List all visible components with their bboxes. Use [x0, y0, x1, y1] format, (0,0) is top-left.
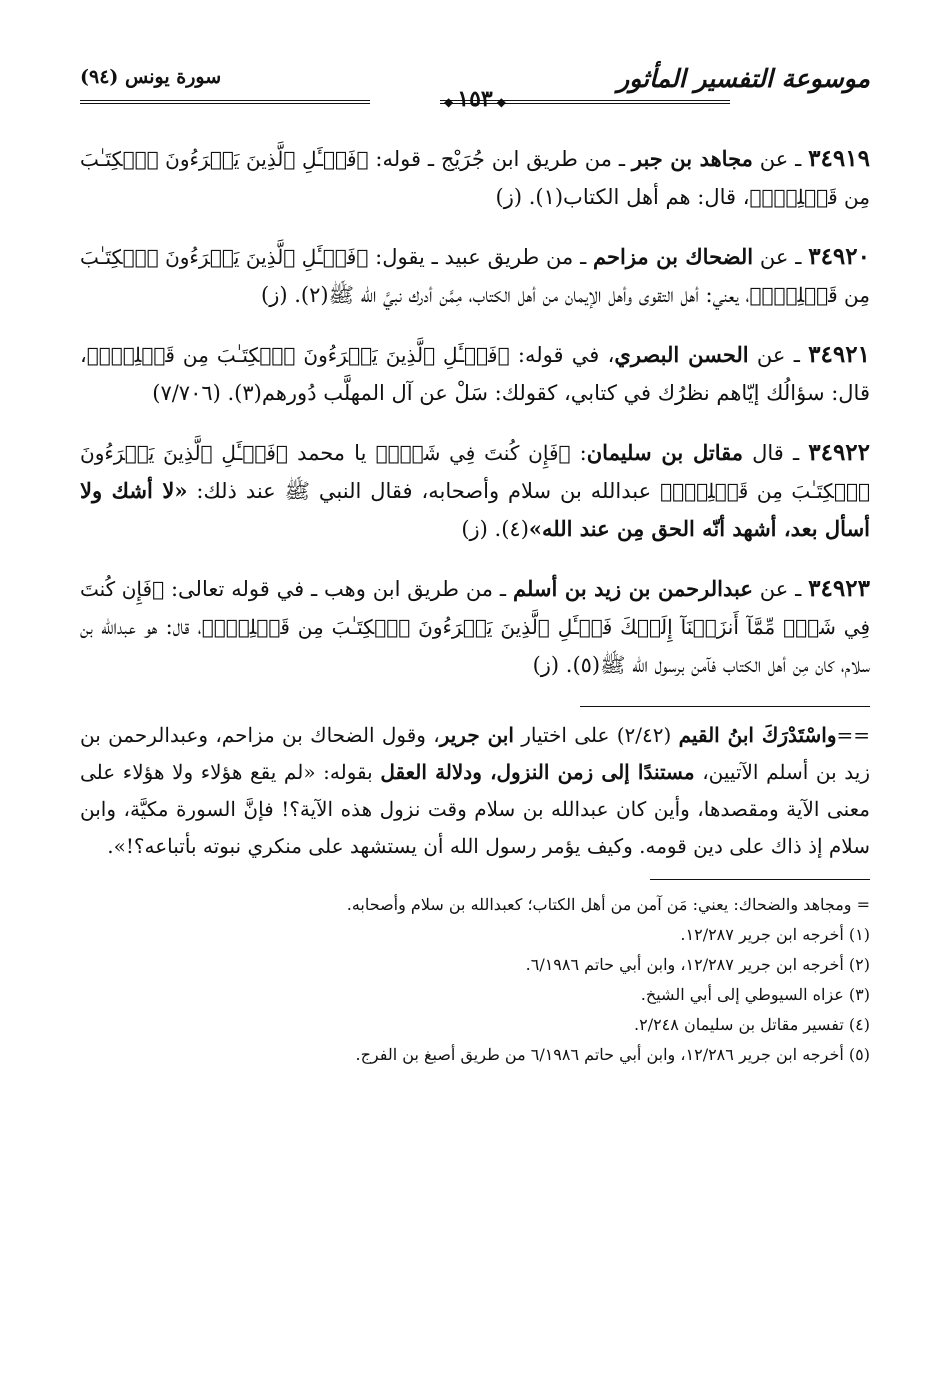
entry-from: عن	[756, 343, 786, 367]
commentary-text: مستندًا إلى زمن النزول، ودلالة العقل	[380, 760, 695, 784]
main-content	[80, 140, 870, 1070]
narrator-name: مجاهد بن جبر	[631, 146, 753, 171]
narration-entry	[80, 570, 870, 684]
commentary-text: واسْتَدْرَكَ ابنُ القيم	[678, 723, 837, 747]
book-title: موسوعة التفسير المأثور	[617, 64, 870, 93]
entry-text: يا محمد	[297, 441, 367, 465]
footnote-separator	[580, 706, 870, 707]
narrator-name: الحسن البصري	[614, 342, 749, 367]
narrator-name: عبدالرحمن بن زيد بن أسلم	[512, 576, 753, 601]
entry-text: عبدالله بن سلام وأصحابه، فقال النبي ﷺ عند ذلك:	[196, 479, 652, 503]
narrator-name: الضحاك بن مزاحم	[593, 244, 754, 269]
surah-label: سورة يونس (٩٤)	[80, 66, 222, 88]
entry-dash: ـ	[792, 441, 800, 465]
footnote-line: (١) أخرجه ابن جرير ١٢/٢٨٧.	[680, 925, 870, 944]
entry-from: قال	[752, 441, 784, 465]
narration-entry	[80, 434, 870, 548]
entry-text: ـ من طريق عبيد ـ يقول:	[375, 245, 587, 269]
entry-from: عن	[759, 147, 789, 171]
ornament-icon: ◆	[444, 95, 454, 109]
entry-text: ، في قوله:	[517, 343, 615, 367]
header-rule-left	[80, 100, 370, 104]
quran-quote: ﴿فَسۡـَٔلِ ٱلَّذِينَ يَقۡرَءُونَ ٱلۡكِتَـٰبَ مِن قَبۡلِكَۚ﴾	[80, 245, 870, 307]
quran-quote: ﴿فَإِن كُنتَ فِي شَكّٖ﴾	[375, 441, 571, 465]
entry-text: ، قال: هم أهل الكتاب(١). (ز)	[495, 185, 750, 209]
commentary-text: ، وقول الضحاك بن مزاحم، وعبدالرحمن بن زيد بن أسلم الآتيين،	[80, 723, 871, 784]
footnote-line: (٤) تفسير مقاتل بن سليمان ٢/٢٤٨.	[634, 1015, 870, 1034]
entry-text: ، قال: هو عبدالله بن سلام، كان مِن أهل الكتاب فآمن برسول الله ﷺ(٥). (ز)	[80, 615, 870, 677]
entry-from: عن	[759, 577, 789, 601]
entry-number: ٣٤٩٢١	[808, 341, 870, 368]
footnote-separator	[650, 879, 870, 880]
entry-dash: ـ	[795, 577, 802, 601]
footnote-line: (٢) أخرجه ابن جرير ١٢/٢٨٧، وابن أبي حاتم ٦/١٩٨٦.	[525, 955, 870, 974]
quran-quote: ﴿فَسۡـَٔلِ ٱلَّذِينَ يَقۡرَءُونَ ٱلۡكِتَـٰبَ مِن قَبۡلِكَۚ﴾	[86, 343, 510, 367]
page-number: ١٥٣	[457, 86, 493, 112]
page-header	[80, 60, 870, 112]
hadith-quote: «لا أشك ولا أسأل بعد، أشهد أنّه الحق مِن عند الله»	[80, 478, 870, 541]
narrator-name: مقاتل بن سليمان	[586, 440, 743, 465]
footnote-line: (٣) عزاه السيوطي إلى أبي الشيخ.	[640, 985, 870, 1004]
entry-text: ، قال: سؤالُك إيّاهم نظرُك في كتابي، كقولك: سَلْ عن آل المهلَّب دُورهم(٣). (٧/٧٠٦)	[80, 343, 870, 405]
entry-dash: ـ	[795, 147, 802, 171]
ornament-icon: ◆	[496, 95, 506, 109]
narration-entry	[80, 336, 870, 412]
continuation-mark: ==	[836, 723, 871, 747]
entry-text: ـ من طريق ابن جُرَيْج ـ قوله:	[375, 147, 625, 171]
entry-text: ، يعني: أهل التقوى وأهل الإيمان من أهل الكتاب، مِمَّن أدرك نبيَّ الله ﷺ(٢). (ز)	[261, 283, 750, 307]
entry-dash: ـ	[795, 245, 802, 269]
entry-number: ٣٤٩٢٢	[808, 439, 871, 466]
commentary-block	[80, 717, 870, 865]
entry-text: (٤). (ز)	[461, 517, 529, 541]
entry-from: عن	[759, 245, 789, 269]
narration-entry	[80, 140, 870, 216]
narration-entry	[80, 238, 870, 314]
entry-text: ـ من طريق ابن وهب ـ في قوله تعالى:	[170, 577, 507, 601]
entry-number: ٣٤٩٢٠	[808, 243, 870, 270]
page-number-block	[440, 86, 510, 112]
entry-number: ٣٤٩٢٣	[808, 575, 870, 602]
footnote-line: = ومجاهد والضحاك: يعني: مَن آمن من أهل الكتاب؛ كعبدالله بن سلام وأصحابه.	[346, 895, 870, 914]
quran-quote: ﴿فَإِن كُنتَ فِي شَكّٖ مِّمَّآ أَنزَلۡنَآ إِلَيۡكَ فَسۡـَٔلِ ٱلَّذِينَ يَقۡرَءُونَ ٱلۡكِتَـٰبَ مِن قَبۡلِكَۚ﴾	[80, 577, 870, 639]
entry-number: ٣٤٩١٩	[808, 145, 870, 172]
quran-quote: ﴿فَسۡـَٔلِ ٱلَّذِينَ يَقۡرَءُونَ ٱلۡكِتَـٰبَ مِن قَبۡلِكَۚ﴾	[80, 147, 870, 209]
commentary-text: ابن جرير	[439, 723, 514, 747]
commentary-text: بقوله: «لم يقع هؤلاء ولا هؤلاء على معنى الآية ومقصدها، وأين كان عبدالله بن سلام وقت نزول هذه الآية؟! فإنَّ السورة مكيَّة، وابن سلام إذ ذاك على دين قومه. وكيف يؤمر رسول الله أن يستشهد على منكري نبوته بأتباعه؟!».	[80, 760, 870, 858]
commentary-text: (٢/٤٢) على اختيار	[521, 723, 672, 747]
entry-dash: ـ	[793, 343, 800, 367]
quran-quote: ﴿فَسۡـَٔلِ ٱلَّذِينَ يَقۡرَءُونَ ٱلۡكِتَـٰبَ مِن قَبۡلِكَۚ﴾	[80, 441, 870, 503]
footnote-line: (٥) أخرجه ابن جرير ١٢/٢٨٦، وابن أبي حاتم ٦/١٩٨٦ من طريق أصبغ بن الفرج.	[355, 1045, 870, 1064]
entry-text: :	[579, 441, 587, 465]
